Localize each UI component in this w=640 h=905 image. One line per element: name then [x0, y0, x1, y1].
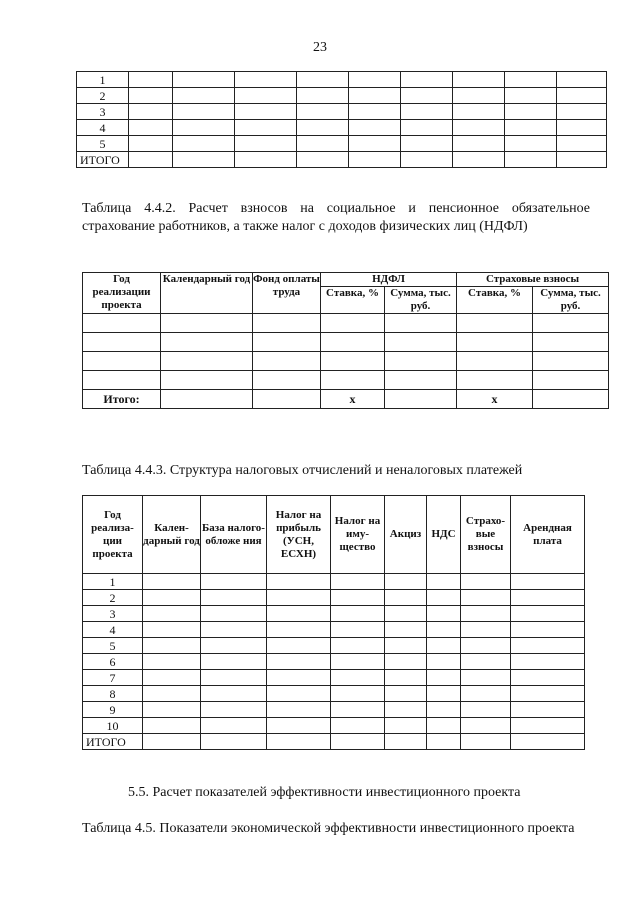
header-insurance-sum: Сумма, тыс. руб. — [533, 287, 609, 314]
table-row — [83, 686, 585, 702]
table-row — [83, 654, 585, 670]
header-rent: Арендная плата — [511, 496, 585, 574]
row-label: 6 — [83, 654, 143, 670]
row-label: 8 — [83, 686, 143, 702]
row-label: 4 — [77, 120, 129, 136]
table-row — [83, 702, 585, 718]
header-payroll-fund: Фонд оплаты труда — [253, 273, 321, 314]
section-heading: 5.5. Расчет показателей эффективности инвестиционного проекта — [128, 785, 521, 800]
table-row — [77, 72, 607, 88]
row-label: 10 — [83, 718, 143, 734]
table-442 — [82, 272, 609, 409]
x-mark: х — [457, 390, 533, 409]
table-row — [83, 590, 585, 606]
table-row-total — [83, 734, 585, 750]
table-row — [83, 371, 609, 390]
row-label: 5 — [83, 638, 143, 654]
header-profit-tax: Налог на прибыль (УСН, ЕСХН) — [267, 496, 331, 574]
header-tax-base: База налого-обложе ния — [201, 496, 267, 574]
table-row — [77, 104, 607, 120]
table-row — [83, 314, 609, 333]
table-continuation — [76, 71, 607, 168]
table-row — [77, 120, 607, 136]
total-label: Итого: — [83, 390, 161, 409]
header-excise: Акциз — [385, 496, 427, 574]
header-ndfl: НДФЛ — [321, 273, 457, 287]
header-insurance-rate: Ставка, % — [457, 287, 533, 314]
table-row — [77, 136, 607, 152]
x-mark: х — [321, 390, 385, 409]
header-vat: НДС — [427, 496, 461, 574]
header-ndfl-rate: Ставка, % — [321, 287, 385, 314]
header-year: Год реализации проекта — [83, 273, 161, 314]
header-property-tax: Налог на иму-щество — [331, 496, 385, 574]
header-calendar-year: Календарный год — [161, 273, 253, 314]
table-row — [83, 352, 609, 371]
table-row — [83, 670, 585, 686]
table-row — [83, 606, 585, 622]
row-label: 3 — [83, 606, 143, 622]
header-insurance: Страховые взносы — [457, 273, 609, 287]
table-row-total — [77, 152, 607, 168]
table-443-caption: Таблица 4.4.3. Структура налоговых отчислений и неналоговых платежей — [82, 463, 523, 478]
table-row — [83, 638, 585, 654]
header-insurance: Страхо-вые взносы — [461, 496, 511, 574]
table-row — [83, 333, 609, 352]
table-row — [83, 574, 585, 590]
row-label: 4 — [83, 622, 143, 638]
row-label: 1 — [77, 72, 129, 88]
table-row — [77, 88, 607, 104]
header-calendar-year: Кален-дарный год — [143, 496, 201, 574]
row-label: 2 — [83, 590, 143, 606]
table-442-caption: Таблица 4.4.2. Расчет взносов на социальное и пенсионное обязательное страхование работников, а также налог с доходов физических лиц (НДФЛ) — [82, 201, 590, 234]
table-row — [83, 622, 585, 638]
table-row — [83, 718, 585, 734]
row-label: 1 — [83, 574, 143, 590]
row-label: 5 — [77, 136, 129, 152]
total-label: ИТОГО — [77, 152, 129, 168]
row-label: 3 — [77, 104, 129, 120]
header-ndfl-sum: Сумма, тыс. руб. — [385, 287, 457, 314]
table-443 — [82, 495, 585, 750]
row-label: 7 — [83, 670, 143, 686]
total-label: ИТОГО — [83, 734, 143, 750]
page-number: 23 — [313, 40, 327, 55]
header-year: Год реализа-ции проекта — [83, 496, 143, 574]
table-45-caption: Таблица 4.5. Показатели экономической эффективности инвестиционного проекта — [82, 821, 575, 836]
row-label: 2 — [77, 88, 129, 104]
row-label: 9 — [83, 702, 143, 718]
table-row-total — [83, 390, 609, 409]
